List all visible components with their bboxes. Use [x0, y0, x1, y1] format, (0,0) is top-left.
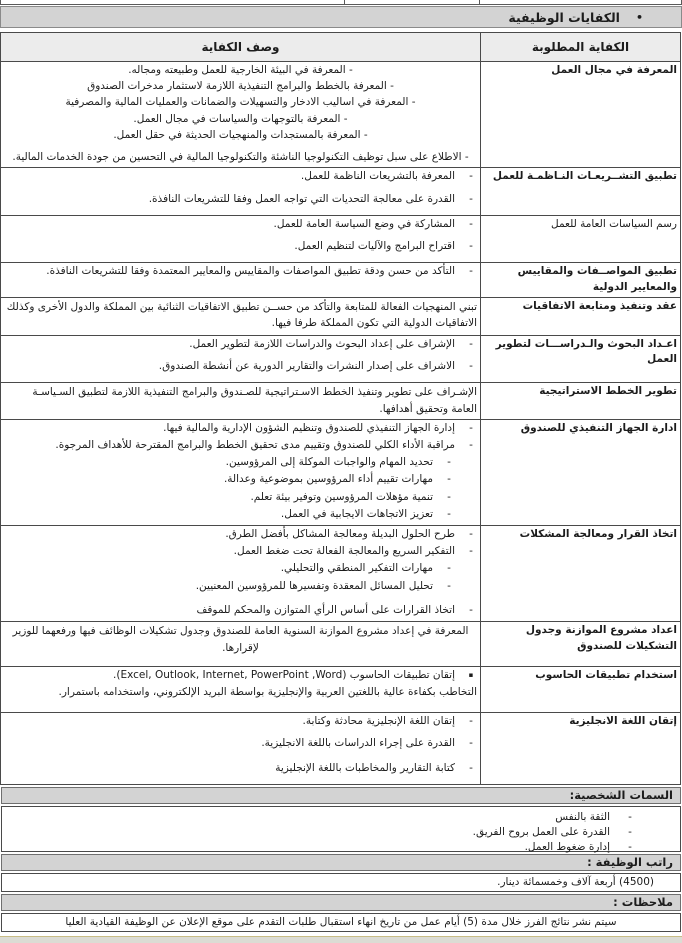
item-text: المشاركة في وضع السياسة العامة للعمل.: [273, 217, 455, 230]
section-banner-functional-competencies: [0, 6, 682, 28]
competency-label: اتخاذ القرار ومعالجة المشكلات: [481, 526, 681, 622]
item-text: الاشراف على إصدار النشرات والتقارير الدورية عن أنشطة الصندوق.: [158, 359, 455, 372]
item-text: التأكد من حسن ودقة تطبيق المواصفات والمقاييس والمعايير المعتمدة وفقا للتشريعات النافذة.: [46, 265, 455, 278]
bottom-page-strip: [0, 936, 682, 943]
description-item: [4, 714, 477, 729]
trait-text: الثقة بالنفس: [555, 810, 610, 823]
description-item: [4, 472, 477, 487]
competency-description: [1, 622, 481, 667]
competency-label: اعـداد البحوث والـدراســـات لتطوير العمل: [481, 335, 681, 382]
trait-item: [8, 840, 636, 854]
item-text: مراقبة الأداء الكلي للصندوق وتقييم مدى تحقيق الخطط والبرامج المقترحة للأهداف المرجوة.: [55, 438, 455, 451]
competency-row: [1, 297, 681, 335]
description-item: التخاطب بكفاءة عالية باللغتين العربية والإنجليزية بواسطة البريد الإلكتروني، واستخدامه باستمرار.: [58, 686, 477, 699]
description-item: - المعرفة بالتوجهات والسياسات في مجال العمل.: [133, 112, 348, 125]
section-banner-notes: [1, 894, 681, 911]
item-text: كتابة التقارير والمخاطبات باللغة الإنجليزية: [275, 761, 455, 774]
competency-row: [1, 713, 681, 785]
competency-label: إتقان اللغة الانجليزية: [481, 713, 681, 785]
clipped-previous-row: [0, 0, 682, 5]
item-text: تنمية مؤهلات المرؤوسين وتوفير بيئة تعلم.: [250, 490, 433, 503]
competency-label: المعرفة في مجال العمل: [481, 62, 681, 168]
competency-label: ادارة الجهاز التنفيذي للصندوق: [481, 419, 681, 525]
description-item: [4, 455, 477, 470]
competency-description: [1, 297, 481, 335]
competency-row: [1, 215, 681, 262]
competency-row: [1, 263, 681, 298]
competency-description: [1, 335, 481, 382]
item-text: تحديد المهام والواجبات الموكلة إلى المرؤوسين.: [225, 456, 433, 469]
competency-description: [1, 713, 481, 785]
trait-text: إدارة ضغوط العمل.: [524, 841, 610, 854]
item-dash-bullet: -: [469, 438, 473, 451]
description-item: [4, 527, 477, 542]
section-banner-salary: [1, 854, 681, 871]
description-item: [4, 239, 477, 254]
notes-text: سيتم نشر نتائج الفرز خلال مدة (5) أيام عمل من تاريخ انهاء استقبال طلبات التقدم على موقع الإعلان عن الوظيفة القيادية العليا: [65, 915, 617, 928]
item-dash-bullet: -: [469, 603, 473, 616]
competency-row: [1, 667, 681, 713]
item-dash-bullet: -: [469, 737, 473, 750]
item-dash-bullet: -: [628, 810, 632, 823]
description-paragraph: المعرفة في إعداد مشروع الموازنة السنوية العامة للصندوق وجدول تشكيلات الوظائف فيها ورفعهما للوزير لإقرارها.: [12, 625, 469, 654]
table-header-row: [1, 33, 681, 62]
item-dash-bullet: -: [447, 507, 451, 520]
item-text: إتقان تطبيقات الحاسوب (Excel, Outlook, Internet, PowerPoint ,Word).: [113, 669, 455, 682]
description-item: [4, 561, 477, 576]
personal-traits-title: السمات الشخصية:: [569, 788, 673, 803]
competency-description: [1, 62, 481, 168]
column-header-required-competency: الكفاية المطلوبة: [481, 33, 681, 62]
section-title: الكفايات الوظيفية: [508, 9, 620, 25]
description-item: - المعرفة بالخطط والبرامج التنفيذية اللازمة لاستثمار مدخرات الصندوق: [87, 80, 394, 93]
description-item: [4, 169, 477, 184]
item-dash-bullet: -: [469, 337, 473, 350]
competency-label: عقد وتنفيذ ومتابعة الاتفاقيات: [481, 297, 681, 335]
item-text: إدارة الجهاز التنفيذي للصندوق وتنظيم الشؤون الإدارية والمالية فيها.: [163, 421, 455, 434]
item-text: اقتراح البرامج والآليات لتنظيم العمل.: [294, 239, 455, 252]
competency-row: [1, 526, 681, 622]
item-text: اتخاذ القرارات على أساس الرأي المتوازن والمحكم للموقف: [196, 603, 455, 616]
competency-description: [1, 419, 481, 525]
item-dash-bullet: -: [469, 265, 473, 278]
item-text: المعرفة بالتشريعات الناظمة للعمل.: [300, 170, 455, 183]
description-item: [4, 579, 477, 594]
trait-text: القدرة على العمل بروح الفريق.: [472, 825, 610, 838]
competency-row: [1, 383, 681, 420]
item-dash-bullet: -: [469, 761, 473, 774]
description-item: [4, 507, 477, 522]
item-text: تحليل المسائل المعقدة وتفسيرها للمرؤوسين المعنيين.: [195, 579, 433, 592]
item-text: مهارات التفكير المنطقي والتحليلي.: [280, 562, 433, 575]
salary-value-box: [1, 873, 681, 892]
item-text: الإشراف على إعداد البحوث والدراسات اللازمة لتطوير العمل.: [189, 337, 455, 350]
item-dash-bullet: -: [469, 421, 473, 434]
salary-value: (4500) أربعة آلاف وخمسمائة دينار.: [497, 875, 654, 888]
item-text: إتقان اللغة الإنجليزية محادثة وكتابة.: [302, 715, 455, 728]
description-item: [4, 490, 477, 505]
item-dash-bullet: -: [469, 192, 473, 205]
competency-description: [1, 263, 481, 298]
competency-description: [1, 383, 481, 420]
competency-description: [1, 215, 481, 262]
description-item: [4, 217, 477, 232]
description-item: [4, 603, 477, 618]
description-item: [4, 421, 477, 436]
competency-label: تطبيق المواصــفات والمقاييس والمعايير الدولية: [481, 263, 681, 298]
item-dash-bullet: -: [447, 473, 451, 486]
competency-description: [1, 168, 481, 215]
competency-label: استخدام تطبيقات الحاسوب: [481, 667, 681, 713]
item-dash-bullet: -: [469, 545, 473, 558]
item-dash-bullet: -: [469, 715, 473, 728]
description-item: - الاطلاع على سبل توظيف التكنولوجيا الناشئة والتكنولوجيا المالية في التحسين من جودة الخدمات المالية.: [12, 151, 469, 164]
description-item: [4, 192, 477, 207]
item-dash-bullet: -: [447, 490, 451, 503]
competency-row: [1, 62, 681, 168]
notes-title: ملاحظات :: [613, 895, 673, 910]
competency-row: [1, 419, 681, 525]
competency-description: [1, 667, 481, 713]
item-text: القدرة على معالجة التحديات التي تواجه العمل وفقا للتشريعات النافذة.: [148, 192, 455, 205]
item-dash-bullet: -: [469, 170, 473, 183]
item-dash-bullet: -: [628, 825, 632, 838]
salary-title: راتب الوظيفة :: [587, 855, 673, 870]
item-text: تعزيز الاتجاهات الايجابية في العمل.: [280, 507, 433, 520]
item-dash-bullet: -: [447, 456, 451, 469]
description-paragraph: الإشـراف على تطوير وتنفيذ الخطط الاسـتراتيجية للصـندوق والبرامج التنفيذية اللازمة لتطبيق السـياسـة العامة وتحقيق أهدافها.: [32, 386, 477, 415]
description-item: [4, 337, 477, 352]
competency-label: رسم السياسات العامة للعمل: [481, 215, 681, 262]
description-item: [4, 438, 477, 453]
item-text: مهارات تقييم أداء المرؤوسين بموضوعية وعدالة.: [223, 473, 433, 486]
trait-item: [8, 810, 636, 824]
item-text: طرح الحلول البديلة ومعالجة المشاكل بأفضل الطرق.: [225, 528, 455, 541]
item-text: القدرة على إجراء الدراسات باللغة الانجليزية.: [261, 737, 455, 750]
item-text: التفكير السريع والمعالجة الفعالة تحت ضغط العمل.: [233, 545, 455, 558]
personal-traits-list: [1, 806, 681, 852]
competency-row: [1, 335, 681, 382]
item-dash-bullet: -: [469, 217, 473, 230]
description-paragraph: تبني المنهجيات الفعالة للمتابعة والتأكد من حســن تطبيق الاتفاقيات الثنائية بين المملكة والدول الأخرى وكذلك الاتفاقيات الدولية التي تكون المملكة طرفا فيها.: [6, 300, 477, 330]
description-item: [4, 761, 477, 776]
description-item: [4, 668, 477, 683]
column-divider: [344, 0, 345, 4]
competency-label: اعداد مشروع الموازنة وجدول التشكيلات للصندوق: [481, 622, 681, 667]
description-item: [4, 736, 477, 751]
description-item: [4, 359, 477, 374]
description-item: - المعرفة في اساليب الادخار والتسهيلات والضمانات والعمليات المالية والمصرفية: [65, 96, 416, 109]
description-item: [4, 264, 477, 279]
competency-row: [1, 622, 681, 667]
competencies-table: [0, 32, 681, 785]
notes-text-box: [1, 913, 681, 932]
competency-row: [1, 168, 681, 215]
description-item: - المعرفة في البيئة الخارجية للعمل وطبيعته ومجاله.: [128, 64, 353, 76]
description-item: - المعرفة بالمستجدات والمنهجيات الحديثة في حقل العمل.: [113, 128, 368, 141]
competency-label: تطبيق التشــريعـات النـاظمـة للعمل: [481, 168, 681, 215]
item-dash-bullet: -: [469, 359, 473, 372]
competency-label: تطوير الخطط الاستراتيجية: [481, 383, 681, 420]
competency-description: [1, 526, 481, 622]
description-item: [4, 544, 477, 559]
section-banner-personal-traits: [1, 787, 681, 804]
item-dash-bullet: -: [447, 579, 451, 592]
item-dash-bullet: -: [469, 528, 473, 541]
column-header-competency-description: وصف الكفاية: [1, 33, 481, 62]
column-divider: [479, 0, 480, 4]
item-dash-bullet: -: [469, 239, 473, 252]
bullet-icon: •: [635, 10, 643, 24]
trait-item: [8, 825, 636, 839]
item-dash-bullet: -: [628, 841, 632, 854]
item-dash-bullet: ▪: [468, 671, 474, 680]
item-dash-bullet: -: [447, 562, 451, 575]
